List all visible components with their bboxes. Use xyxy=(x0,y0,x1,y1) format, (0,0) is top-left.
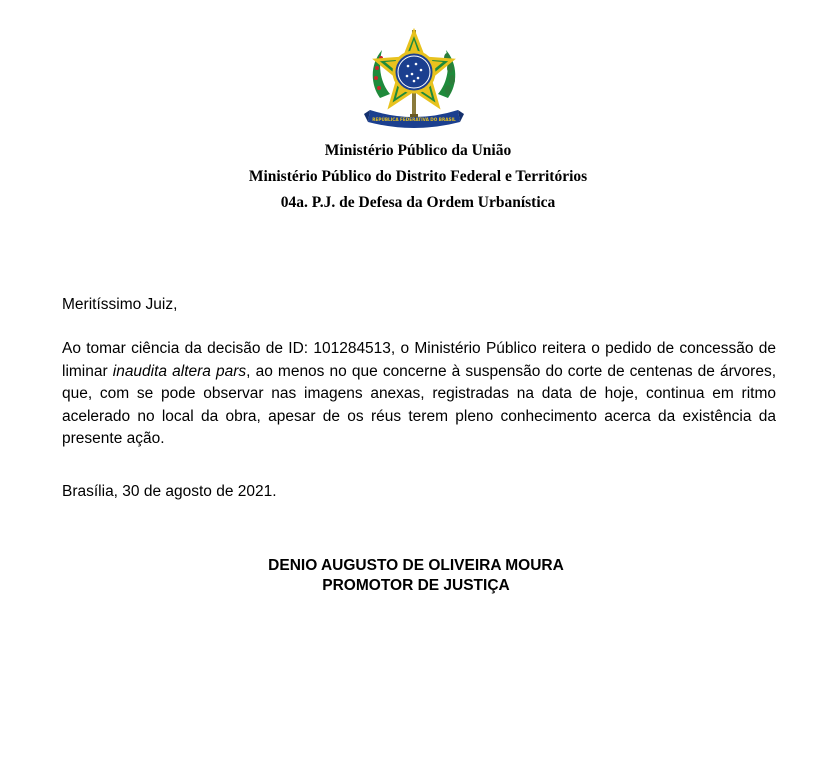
salutation: Meritíssimo Juiz, xyxy=(62,296,178,313)
header-line-2: Ministério Público do Distrito Federal e Territórios xyxy=(248,168,588,185)
header-line-1: Ministério Público da União xyxy=(324,142,512,159)
emblem-ribbon-text: REPÚBLICA FEDERATIVA DO BRASIL xyxy=(372,117,456,122)
signatory-name: DENIO AUGUSTO DE OLIVEIRA MOURA xyxy=(268,557,564,574)
signature-block xyxy=(0,556,816,596)
paragraph-text-before: Ao tomar ciência da decisão de ID: 101284513, o Ministério Público reitera o pedido de concessão de liminar xyxy=(62,340,776,380)
header-line-3: 04a. P.J. de Defesa da Ordem Urbanística xyxy=(280,194,556,211)
paragraph-text-after: , ao menos no que concerne à suspensão do corte de centenas de árvores, que, com se pode observar nas imagens anexas, registradas na data de hoje, continua em ritmo acelerado no local da obra, apesar de os réus terem pleno conhecimento acerca da existência da presente ação. xyxy=(62,362,777,448)
place-and-date: Brasília, 30 de agosto de 2021. xyxy=(62,483,277,500)
brazil-coat-of-arms-icon xyxy=(364,28,464,132)
letterhead xyxy=(0,138,816,216)
paragraph-italic-term: inaudita altera pars xyxy=(112,362,247,380)
main-paragraph xyxy=(62,338,776,451)
signatory-title: PROMOTOR DE JUSTIÇA xyxy=(322,577,510,594)
